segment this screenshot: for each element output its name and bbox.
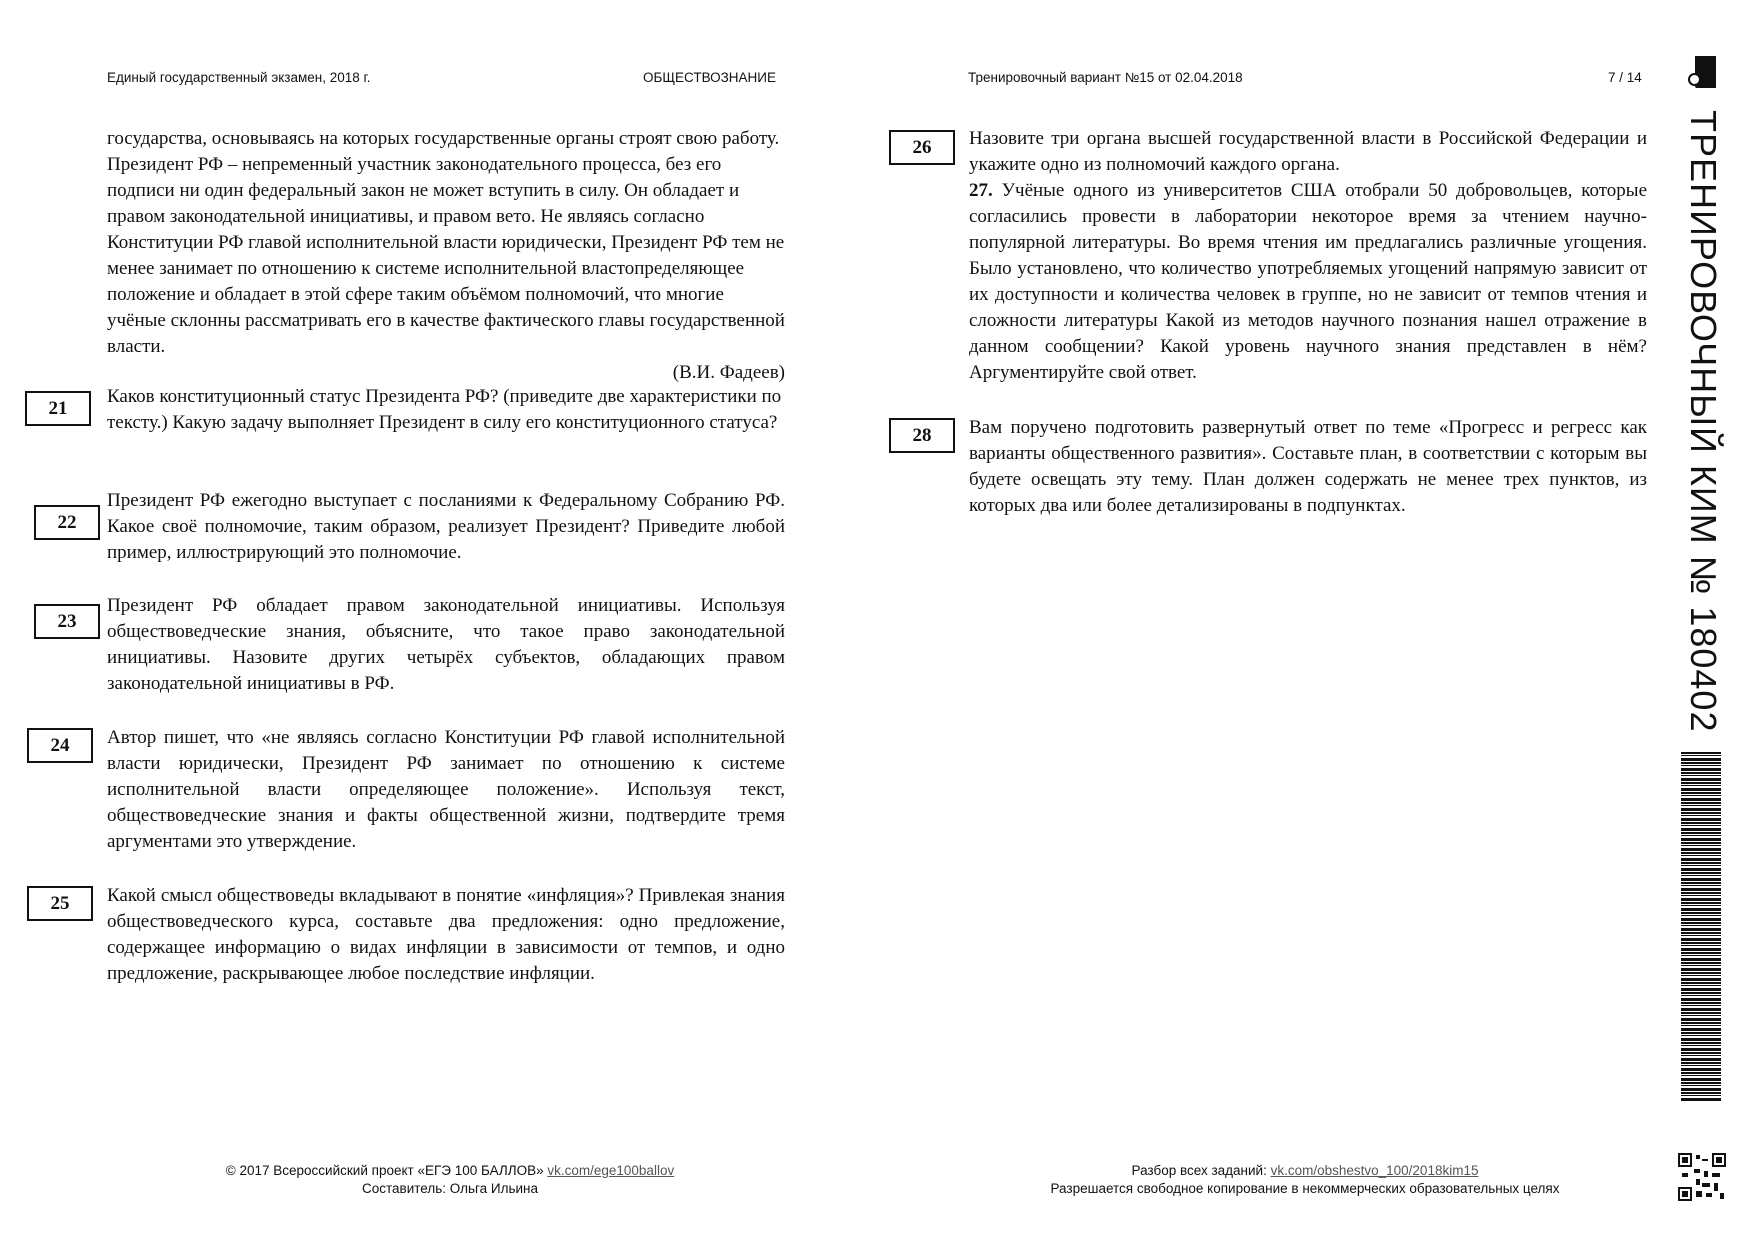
- question-25-text: [107, 883, 785, 987]
- subject-title: ОБЩЕСТВОЗНАНИЕ: [643, 70, 776, 85]
- question-27-text: [969, 178, 1647, 386]
- exam-title: Единый государственный экзамен, 2018 г.: [107, 70, 371, 85]
- question-text: Учёные одного из университетов США отобрали 50 добровольцев, которые согласились провести в лаборатории некоторое время за чтением научно-популярной литературы. Во время чтения им предлагались различные угощения. Было установлено, что количество употребляемых угощений напрямую зависит от их доступности и количества человек в группе, но не зависит от темпов чтения и сложности литературы Какой из методов научного познания нашел отражение в данном сообщении? Какой уровень научного знания представлен в нём? Аргументируйте свой ответ.: [969, 180, 1647, 383]
- passage-paragraph: государства, основываясь на которых государственные органы строят свою работу. Президент РФ – непременный участник законодательного процесса, без его подписи ни один федеральный закон не может вступить в силу. Он обладает и правом законодательной инициативы, и правом вето. Не являясь согласно Конституции РФ главой исполнительной власти юридически, Президент РФ тем не менее занимает по отношению к системе исполнительной властопределяющее положение и обладает в этой сфере таким объёмом полномочий, что многие учёные склонны рассматривать его в качестве фактического главы государственной власти.: [107, 128, 785, 357]
- question-text: Вам поручено подготовить развернутый ответ по теме «Прогресс и регресс как варианты общественного развития». Составьте план, в соответствии с которым вы будете освещать эту тему. План должен содержать не менее трех пунктов, из которых два или более детализированы в подпунктах.: [969, 417, 1647, 516]
- question-number-box: 22: [34, 505, 100, 540]
- question-number-box: 25: [27, 886, 93, 921]
- project-link[interactable]: vk.com/ege100ballov: [547, 1163, 675, 1178]
- side-title: [1633, 110, 1754, 733]
- question-26-text: [969, 126, 1647, 178]
- question-text: Президент РФ обладает правом законодательной инициативы. Используя обществоведческие знания, объясните, что такое право законодательной инициативы. Назовите других четырёх субъектов, обладающих правом законодательной инициативы в РФ.: [107, 595, 785, 694]
- question-number-box: 24: [27, 728, 93, 763]
- question-text: Президент РФ ежегодно выступает с посланиями к Федеральному Собранию РФ. Какое своё полномочие, таким образом, реализует Президент? Приведите любой пример, иллюстрирующий это полномочие.: [107, 490, 785, 563]
- question-text: Какой смысл обществоведы вкладывают в понятие «инфляция»? Привлекая знания обществоведческого курса, составьте два предложения: одно предложение, содержащее информацию о видах инфляции в зависимости от темпов, и одно предложение, раскрывающее любое последствие инфляции.: [107, 885, 785, 984]
- footer-left: [180, 1162, 720, 1198]
- question-21-text: [107, 384, 785, 436]
- analysis-label: Разбор всех заданий:: [1131, 1163, 1267, 1178]
- question-number-box: 28: [889, 418, 955, 453]
- question-text: Автор пишет, что «не являясь согласно Конституции РФ главой исполнительной власти юридически, Президент РФ занимает по отношению к системе исполнительной власти определяющее положение». Используя текст, обществоведческие знания и факты общественной жизни, подтвердите тремя аргументами это утверждение.: [107, 727, 785, 852]
- footer-right: [1020, 1162, 1590, 1198]
- question-28-text: [969, 415, 1647, 519]
- side-title-text: ТРЕНИРОВОЧНЫЙ КИМ № 180402: [1683, 110, 1724, 733]
- page-number: 7 / 14: [1608, 70, 1642, 85]
- corner-mark-icon: [1688, 56, 1716, 88]
- license-text: Разрешается свободное копирование в некоммерческих образовательных целях: [1050, 1181, 1560, 1196]
- question-23-text: [107, 593, 785, 697]
- passage-text: [107, 126, 785, 386]
- question-number-box: 26: [889, 130, 955, 165]
- barcode-icon: [1681, 752, 1721, 1102]
- copyright-text: © 2017 Всероссийский проект «ЕГЭ 100 БАЛЛОВ»: [225, 1163, 544, 1178]
- question-24-text: [107, 725, 785, 855]
- question-number-box: 21: [25, 391, 91, 426]
- question-22-text: [107, 488, 785, 566]
- variant-title: Тренировочный вариант №15 от 02.04.2018: [968, 70, 1243, 85]
- question-text: Каков конституционный статус Президента РФ? (приведите две характеристики по тексту.) Какую задачу выполняет Президент в силу его конституционного статуса?: [107, 386, 782, 433]
- qr-code-icon: [1678, 1153, 1726, 1201]
- analysis-link[interactable]: vk.com/obshestvo_100/2018kim15: [1270, 1163, 1479, 1178]
- question-text: Назовите три органа высшей государственной власти в Российской Федерации и укажите одно из полномочий каждого органа.: [969, 128, 1647, 175]
- passage-source: (В.И. Фадеев): [672, 362, 785, 383]
- author-text: Составитель: Ольга Ильина: [361, 1181, 539, 1196]
- question-number-inline: 27.: [969, 180, 993, 201]
- question-number-box: 23: [34, 604, 100, 639]
